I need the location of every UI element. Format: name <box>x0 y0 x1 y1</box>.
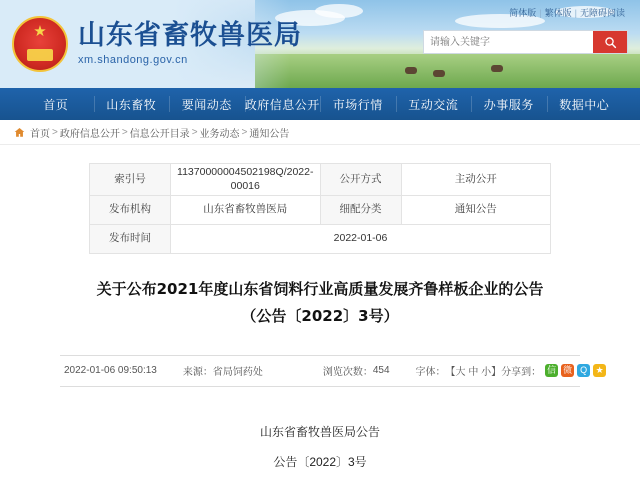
meta-value-index: 11370000004502198Q/2022-00016 <box>171 164 321 196</box>
breadcrumb-item-gov-info[interactable]: 政府信息公开 <box>59 128 120 140</box>
page-title: 关于公布2021年度山东省饲料行业高质量发展齐鲁样板企业的公告（公告〔2022〕3号） <box>96 280 544 325</box>
meta-value-agency: 山东省畜牧兽医局 <box>171 196 321 225</box>
nav-item-news[interactable]: 要闻动态 <box>169 88 245 120</box>
source-value: 省局饲药处 <box>212 367 263 379</box>
article-info-bar <box>60 355 580 387</box>
qq-icon[interactable] <box>577 364 590 377</box>
national-emblem-icon <box>12 16 68 72</box>
breadcrumb-item-catalog[interactable]: 信息公开目录 <box>129 128 190 140</box>
link-separator-1: | <box>539 8 542 18</box>
breadcrumb <box>0 120 640 145</box>
meta-value-category: 通知公告 <box>401 196 551 225</box>
meta-key-index: 索引号 <box>90 164 171 196</box>
table-row <box>90 225 551 254</box>
article-body <box>85 417 555 477</box>
weibo-icon[interactable] <box>561 364 574 377</box>
site-branding <box>0 0 302 88</box>
nav-item-data-center[interactable]: 数据中心 <box>547 88 623 120</box>
nav-item-government-info[interactable]: 政府信息公开 <box>245 88 321 120</box>
breadcrumb-sep-1: > <box>52 126 58 138</box>
font-size-options[interactable]: 【大 中 小】 <box>445 367 502 379</box>
breadcrumb-sep-4: > <box>241 126 248 138</box>
header-utility-links[interactable] <box>506 6 628 19</box>
meta-key-agency: 发布机构 <box>90 196 171 225</box>
nav-item-services[interactable]: 办事服务 <box>471 88 547 120</box>
breadcrumb-sep-2: > <box>121 126 128 138</box>
table-row <box>90 164 551 196</box>
meta-key-category: 细配分类 <box>320 196 401 225</box>
article-body-line-1: 山东省畜牧兽医局公告 <box>259 424 380 439</box>
article-content <box>0 145 640 480</box>
site-header <box>0 0 640 88</box>
main-navigation <box>0 88 640 120</box>
site-url: xm.shandong.gov.cn <box>78 54 188 66</box>
meta-value-publish-date: 2022-01-06 <box>171 225 551 254</box>
table-row <box>90 196 551 225</box>
nav-item-home[interactable]: 首页 <box>43 97 69 112</box>
site-title: 山东省畜牧兽医局 <box>78 20 302 51</box>
breadcrumb-item-home[interactable]: 首页 <box>30 128 50 140</box>
font-size-label: 字体： <box>415 367 446 379</box>
breadcrumb-item-notice[interactable]: 通知公告 <box>249 128 290 140</box>
favorite-icon[interactable] <box>593 364 606 377</box>
nav-item-market[interactable]: 市场行情 <box>320 88 396 120</box>
meta-key-publish-date: 发布时间 <box>90 225 171 254</box>
link-traditional[interactable]: 繁体版 <box>544 8 572 18</box>
breadcrumb-item-business[interactable]: 业务动态 <box>199 128 240 140</box>
meta-key-disclosure: 公开方式 <box>320 164 401 196</box>
search-icon <box>604 36 617 49</box>
share-label: 分享到： <box>501 367 542 379</box>
share-area <box>501 363 609 378</box>
nav-item-shandong-livestock[interactable]: 山东畜牧 <box>94 88 170 120</box>
document-meta-table <box>89 163 551 254</box>
link-separator-2: | <box>574 8 577 18</box>
publish-time: 2022-01-06 09:50:13 <box>64 365 157 377</box>
breadcrumb-sep-3: > <box>191 126 198 138</box>
views-label: 浏览次数： <box>322 367 373 379</box>
source-label: 来源： <box>182 367 213 379</box>
home-icon <box>14 127 25 138</box>
site-search[interactable] <box>423 30 628 54</box>
nav-item-interaction[interactable]: 互动交流 <box>396 88 472 120</box>
views-count: 454 <box>372 365 390 377</box>
article-body-line-2: 公告〔2022〕3号 <box>273 454 367 469</box>
wechat-icon[interactable] <box>545 364 558 377</box>
link-accessibility[interactable]: 无障碍阅读 <box>579 8 625 18</box>
meta-value-disclosure: 主动公开 <box>401 164 551 196</box>
search-button[interactable] <box>593 31 627 53</box>
search-input[interactable] <box>424 31 593 53</box>
link-simplified[interactable]: 简体版 <box>509 8 537 18</box>
